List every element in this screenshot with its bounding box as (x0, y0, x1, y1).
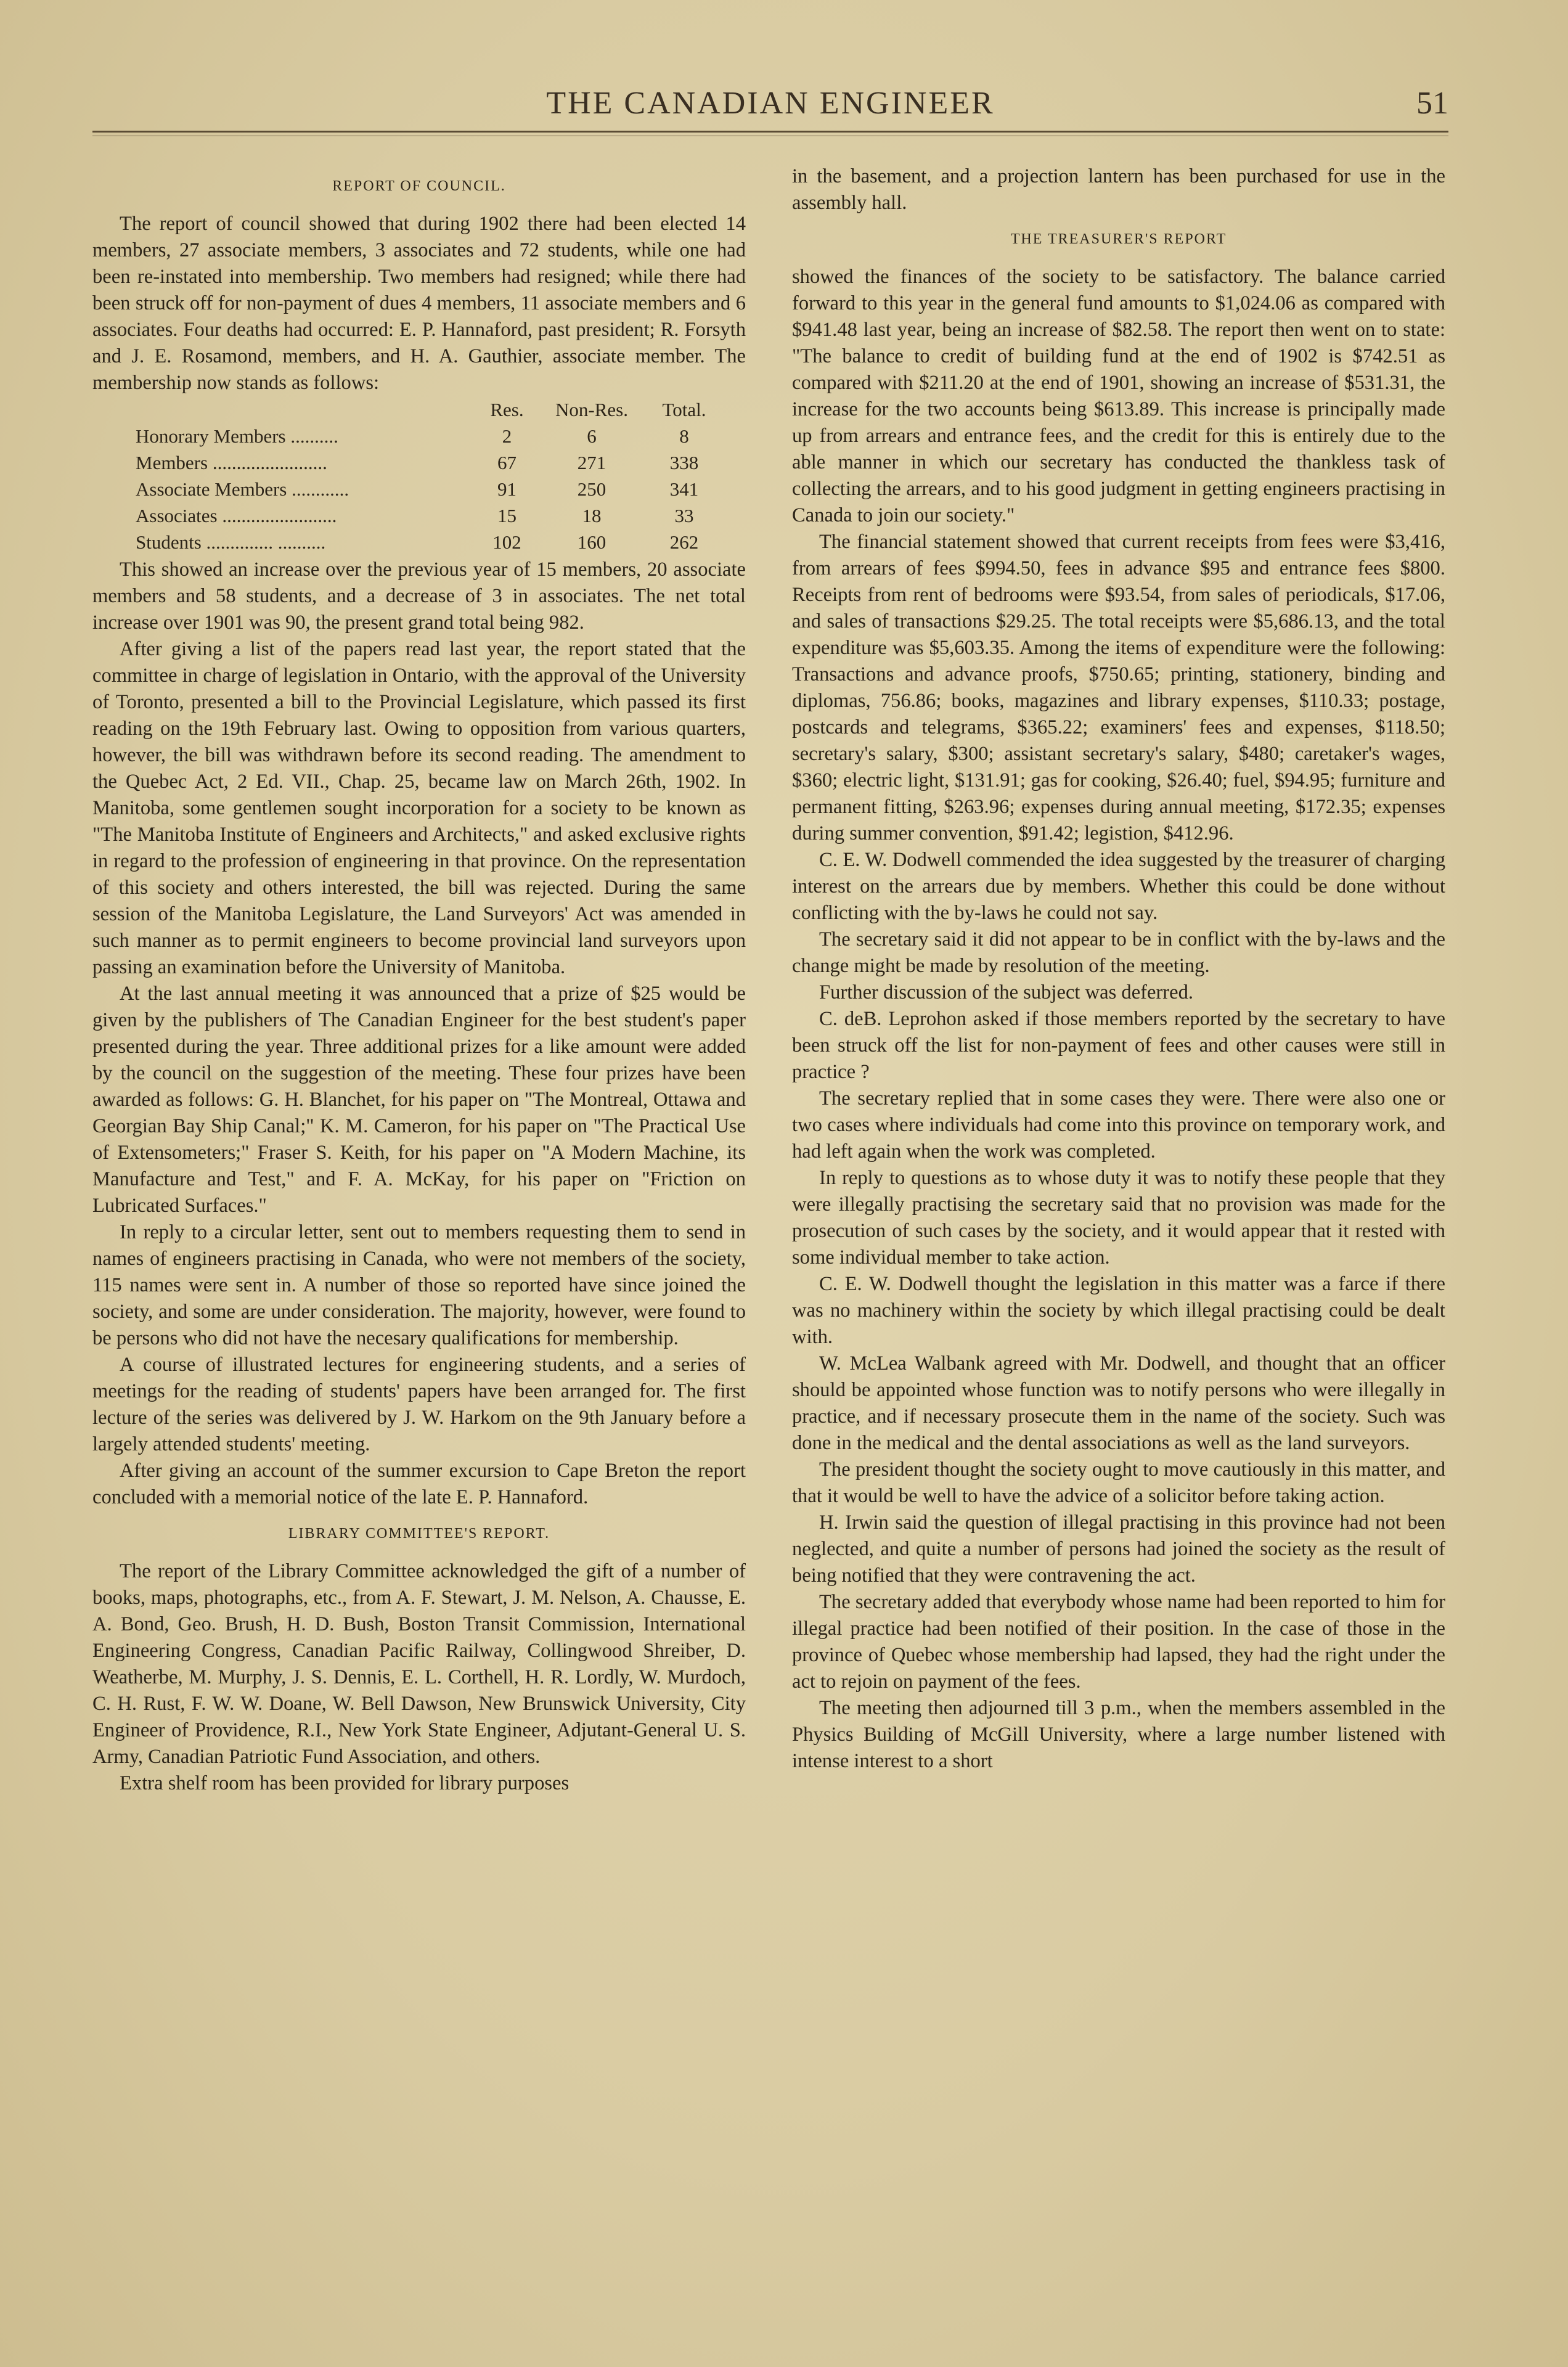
heading-treasurer-report: THE TREASURER'S REPORT (1010, 231, 1227, 247)
cell-res: 102 (492, 531, 521, 553)
cell-res: 91 (497, 478, 517, 500)
table-header-cell: Non-Res. (555, 399, 628, 420)
left-column (92, 163, 746, 1797)
table-header-cell: Total. (662, 399, 706, 420)
cell-nonres: 18 (582, 505, 602, 526)
row-label: Associates ........................ (136, 505, 337, 526)
cell-total: 8 (679, 425, 689, 447)
paragraph: The financial statement showed that current receipts from fees were $3,416, from arrears of fees $994.50, fees in advance $95 and entrance fees $800. Receipts from rent of bedrooms were $93.54, from sales of periodicals, $17.06, and sales of transactions $29.25. The total receipts were $5,686.13, and the total expenditure was $5,603.35. Among the items of expenditure were the following: Transactions and advance proofs, $750.65; printing, stationery, binding and diplomas, 756.86; books, magazines and library expenses, $110.33; postage, postcards and telegrams, $365.22; examiners' fees and expenses, $118.50; secretary's salary, $300; assistant secretary's salary, $480; caretaker's wages, $360; electric light, $131.91; gas for cooking, $26.40; fuel, $94.95; furniture and permanent fitting, $263.96; expenses during annual meeting, $172.35; expenses during summer convention, $91.42; legistion, $412.96. (792, 531, 1445, 844)
paragraph: At the last annual meeting it was announced that a prize of $25 would be given by the publishers of The Canadian Engineer for the best student's paper presented during the year. Three additional prizes for a like amount were added by the council on the suggestion of the meeting. These four prizes have been awarded as follows: G. H. Blanchet, for his paper on "The Montreal, Ottawa and Georgian Bay Ship Canal;" K. M. Cameron, for his paper on "The Practical Use of Extensometers;" Fraser S. Keith, for his paper on "A Modern Machine, its Manufacture and Test," and F. A. McKay, for his paper on "Friction on Lubricated Surfaces." (92, 983, 746, 1217)
journal-title: THE CANADIAN ENGINEER (546, 86, 995, 121)
heading-report-of-council: REPORT OF COUNCIL. (332, 178, 506, 194)
paragraph: After giving an account of the summer excursion to Cape Breton the report concluded with a memorial notice of the late E. P. Hannaford. (92, 1460, 746, 1508)
table-row (136, 502, 727, 529)
row-label: Associate Members ............ (136, 478, 349, 500)
row-label: Honorary Members .......... (136, 425, 338, 447)
table-row (136, 423, 727, 449)
page-number: 51 (1416, 86, 1448, 121)
row-label: Members ........................ (136, 452, 327, 473)
paragraph-continued: in the basement, and a projection lantern has been purchased for use in the assembly hall. (792, 165, 1445, 214)
paragraph: H. Irwin said the question of illegal practising in this province had not been neglected, and quite a number of persons had joined the society as the result of being notified that they were contravening the act. (792, 1511, 1445, 1587)
paragraph: W. McLea Walbank agreed with Mr. Dodwell, and thought that an officer should be appointed whose function was to notify persons who were illegally in practice, and if necessary prosecute them in the name of the society. Such was done in the medical and the dental associations as well as the land surveyors. (792, 1352, 1445, 1454)
page-header (92, 80, 1448, 129)
cell-nonres: 160 (577, 531, 606, 553)
paragraph: A course of illustrated lectures for engineering students, and a series of meetings for the reading of students' papers have been arranged for. The first lecture of the series was delivered by J. W. Harkom on the 9th January before a largely attended students' meeting. (92, 1354, 746, 1455)
cell-total: 33 (674, 505, 694, 526)
table-row (136, 449, 727, 476)
paragraph: showed the finances of the society to be satisfactory. The balance carried forward to this year in the general fund amounts to $1,024.06 as compared with $941.48 last year, being an increase of $82.58. The report then went on to state: "The balance to credit of building fund at the end of 1902 is $742.51 as compared with $211.20 at the end of 1901, showing an increase of $531.31, the increase for the two accounts being $613.89. This increase is principally made up from arrears and entrance fees, and the credit for this is entirely due to the able manner in which our secretary has conducted the thankless task of collecting the arrears, and to his good judgment in getting engineers practising in Canada to join our society." (792, 266, 1445, 526)
paragraph: The secretary replied that in some cases they were. There were also one or two cases where individuals had come into this province on temporary work, and had left again when the work was completed. (792, 1087, 1445, 1163)
cell-total: 338 (669, 452, 699, 473)
cell-nonres: 6 (587, 425, 597, 447)
table-row (136, 529, 727, 555)
paragraph: In reply to questions as to whose duty it was to notify these people that they were illegally practising the secretary said that no provision was made for the prosecution of such cases by the society, and it would appear that it rested with some individual member to take action. (792, 1167, 1445, 1269)
paragraph: The president thought the society ought to move cautiously in this matter, and that it would be well to have the advice of a solicitor before taking action. (792, 1458, 1445, 1507)
table-row (136, 476, 727, 502)
header-rule (92, 131, 1448, 133)
membership-table (136, 396, 727, 555)
paragraph: Extra shelf room has been provided for library purposes (120, 1772, 570, 1794)
cell-nonres: 250 (577, 478, 606, 500)
paragraph: After giving a list of the papers read last year, the report stated that the committee in charge of legislation in Ontario, with the approval of the University of Toronto, presented a bill to the Provincial Legislature, which passed its first reading on the 19th February last. Owing to opposition from various quarters, however, the bill was withdrawn before its second reading. The amendment to the Quebec Act, 2 Ed. VII., Chap. 25, became law on March 26th, 1902. In Manitoba, some gentlemen sought incorporation for a society to be known as "The Manitoba Institute of Engineers and Architects," and asked exclusive rights in regard to the profession of engineering in that province. On the representation of this society and others interested, the bill was rejected. During the same session of the Manitoba Legislature, the Land Surveyors' Act was amended in such manner as to permit engineers to become provincial land surveyors upon passing an examination before the University of Manitoba. (92, 638, 746, 978)
paragraph: Further discussion of the subject was deferred. (819, 981, 1194, 1004)
paragraph: C. deB. Leprohon asked if those members reported by the secretary to have been struck off the list for non-payment of fees and other causes were still in practice ? (792, 1008, 1445, 1083)
paragraph: C. E. W. Dodwell thought the legislation in this matter was a farce if there was no machinery within the society by which illegal practising could be dealt with. (792, 1273, 1445, 1348)
paragraph: The report of the Library Committee acknowledged the gift of a number of books, maps, photographs, etc., from A. F. Stewart, J. M. Nelson, A. Chausse, E. A. Bond, Geo. Brush, H. D. Bush, Boston Transit Commission, International Engineering Congress, Canadian Pacific Railway, Collingwood Shreiber, D. Weatherbe, M. Murphy, J. S. Dennis, E. L. Corthell, H. R. Lordly, W. Murdoch, C. H. Rust, F. W. W. Doane, W. Bell Dawson, New Brunswick University, City Engineer of Providence, R.I., New York State Engineer, Adjutant-General U. S. Army, Canadian Patriotic Fund Association, and others. (92, 1560, 746, 1768)
paragraph: In reply to a circular letter, sent out to members requesting them to send in names of engineers practising in Canada, who were not members of the society, 115 names were sent in. A number of those so reported have since joined the society, and some are under consideration. The majority, however, were found to be persons who did not have the necesary qualifications for membership. (92, 1221, 746, 1349)
right-column (792, 163, 1445, 1775)
paragraph: The meeting then adjourned till 3 p.m., when the members assembled in the Physics Building of McGill University, where a large number listened with intense interest to a short (792, 1697, 1445, 1772)
cell-total: 341 (669, 478, 699, 500)
paragraph: This showed an increase over the previous year of 15 members, 20 associate members and 58 students, and a decrease of 3 in associates. The net total increase over 1901 was 90, the present grand total being 982. (92, 558, 746, 634)
row-label: Students .............. .......... (136, 531, 326, 553)
cell-nonres: 271 (577, 452, 606, 473)
paragraph: The secretary said it did not appear to be in conflict with the by-laws and the change might be made by resolution of the meeting. (792, 928, 1445, 977)
cell-res: 2 (502, 425, 512, 447)
cell-total: 262 (669, 531, 699, 553)
cell-res: 67 (497, 452, 517, 473)
paragraph: C. E. W. Dodwell commended the idea suggested by the treasurer of charging interest on the arrears due by members. Whether this could be done without conflicting with the by-laws he could not say. (792, 849, 1445, 924)
paragraph: The report of council showed that during 1902 there had been elected 14 members, 27 associate members, 3 associates and 72 students, while one had been re-instated into membership. Two members had resigned; while there had been struck off for non-payment of dues 4 members, 11 associate members and 6 associates. Four deaths had occurred: E. P. Hannaford, past president; R. Forsyth and J. E. Rosamond, members, and H. A. Gauthier, associate member. The membership now stands as follows: (92, 213, 746, 394)
paragraph: The secretary added that everybody whose name had been reported to him for illegal practice had been notified of their position. In the case of those in the province of Quebec whose membership had lapsed, they had the right under the act to rejoin on payment of the fees. (792, 1591, 1445, 1693)
heading-library-committee: LIBRARY COMMITTEE'S REPORT. (288, 1526, 550, 1542)
table-header-row (136, 396, 727, 423)
table-header-cell (136, 396, 472, 423)
cell-res: 15 (497, 505, 517, 526)
table-header-cell: Res. (490, 399, 524, 420)
